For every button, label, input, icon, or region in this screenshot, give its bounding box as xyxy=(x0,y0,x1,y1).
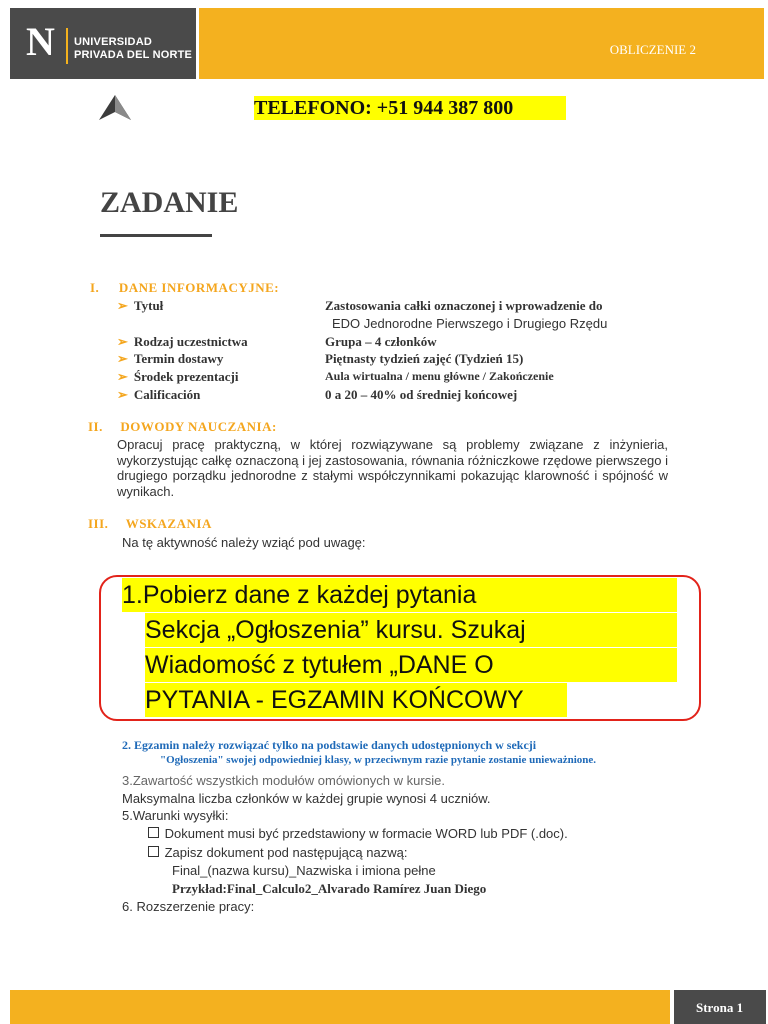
name-format: Final_(nazwa kursu)_Nazwiska i imiona pełne xyxy=(172,863,436,878)
info-row-title xyxy=(117,298,163,314)
phone-highlight: TELEFONO: +51 944 387 800 xyxy=(254,96,566,120)
sub-item-1-text: Dokument musi być przedstawiony w formacie WORD lub PDF (.doc). xyxy=(161,826,568,841)
info-label: Rodzaj uczestnictwa xyxy=(133,334,248,349)
info-row-grading xyxy=(117,387,200,403)
arrow-bullet-icon: ➢ xyxy=(117,298,128,313)
info-value-continuation: EDO Jednorodne Pierwszego i Drugiego Rzędu xyxy=(332,316,608,331)
section-2-title: DOWODY NAUCZANIA: xyxy=(120,419,277,434)
item-4: Maksymalna liczba członków w każdej grupie wynosi 4 uczniów. xyxy=(122,791,491,806)
logo-divider xyxy=(66,28,68,64)
info-value: 0 a 20 – 40% od średniej końcowej xyxy=(325,387,518,402)
info-label: Calificación xyxy=(133,387,201,402)
info-value: Grupa – 4 członków xyxy=(325,334,437,349)
title-underline xyxy=(100,234,212,237)
logo-line-2: PRIVADA DEL NORTE xyxy=(74,49,193,61)
arrow-icon xyxy=(98,94,132,122)
document-label: OBLICZENIE 2 xyxy=(609,42,696,57)
logo-mark: N xyxy=(26,19,55,64)
arrow-bullet-icon: ➢ xyxy=(117,334,128,349)
logo-line-1: UNIVERSIDAD xyxy=(74,36,152,48)
sub-item-2-text: Zapisz dokument pod następującą nazwą: xyxy=(161,845,408,860)
info-row-participation xyxy=(117,334,248,350)
checkbox-icon xyxy=(148,827,159,838)
logo-text xyxy=(74,36,192,62)
item-2-line-1: 2. Egzamin należy rozwiązać tylko na podstawie danych udostępnionych w sekcji xyxy=(122,738,537,752)
item-5: 5.Warunki wysyłki: xyxy=(122,808,229,823)
arrow-bullet-icon: ➢ xyxy=(117,387,128,402)
example-filename: Przykład:Final_Calculo2_Alvarado Ramírez Juan Diego xyxy=(172,881,487,896)
highlight-line: Wiadomość z tytułem „DANE O xyxy=(145,648,677,682)
footer-banner xyxy=(10,990,670,1024)
arrow-bullet-icon: ➢ xyxy=(117,369,128,384)
page-number: Strona 1 xyxy=(696,1000,744,1015)
info-label: Tytuł xyxy=(133,298,164,313)
university-logo xyxy=(10,8,196,79)
info-label: Termin dostawy xyxy=(133,351,224,366)
section-2-number: II. xyxy=(88,419,103,434)
sub-item-1 xyxy=(148,826,568,841)
section-2-heading xyxy=(88,419,277,435)
page-title: ZADANIE xyxy=(100,186,239,219)
section-3-heading xyxy=(88,516,212,532)
item-3: 3.Zawartość wszystkich modułów omówionych w kursie. xyxy=(122,773,445,788)
section-3-number: III. xyxy=(88,516,109,531)
sub-item-2 xyxy=(148,845,407,860)
highlight-line: PYTANIA - EGZAMIN KOŃCOWY xyxy=(145,683,567,717)
item-6: 6. Rozszerzenie pracy: xyxy=(122,899,255,914)
section-3-intro: Na tę aktywność należy wziąć pod uwagę: xyxy=(122,535,366,550)
item-2-line-2: "Ogłoszenia" swojej odpowiedniej klasy, w przeciwnym razie pytanie zostanie unieważnione. xyxy=(160,754,596,766)
info-value: Piętnasty tydzień zajęć (Tydzień 15) xyxy=(325,351,524,366)
highlight-line: 1.Pobierz dane z każdej pytania xyxy=(122,578,677,612)
section-1-title: DANE INFORMACYJNE: xyxy=(118,280,280,295)
arrow-bullet-icon: ➢ xyxy=(117,351,128,366)
checkbox-icon xyxy=(148,846,159,857)
info-value: Aula wirtualna / menu główne / Zakończenie xyxy=(325,369,554,383)
section-2-text: Opracuj pracę praktyczną, w której rozwiązywane są problemy związane z inżynieria, wykorzystując całkę oznaczoną i jej zastosowania, równania różniczkowe rzędowe pierwszego i drugiego porządku jednorodne z stałymi współczynnikami pokazując klarowność i spójność w wynikach. xyxy=(117,437,668,499)
section-1-number: I. xyxy=(90,280,100,295)
info-row-deadline xyxy=(117,351,223,367)
section-1-heading xyxy=(90,280,279,296)
info-row-presentation xyxy=(117,369,239,385)
info-value: Zastosowania całki oznaczonej i wprowadzenie do xyxy=(325,298,603,313)
info-label: Środek prezentacji xyxy=(133,369,239,384)
section-3-title: WSKAZANIA xyxy=(125,516,212,531)
highlight-line: Sekcja „Ogłoszenia” kursu. Szukaj xyxy=(145,613,677,647)
